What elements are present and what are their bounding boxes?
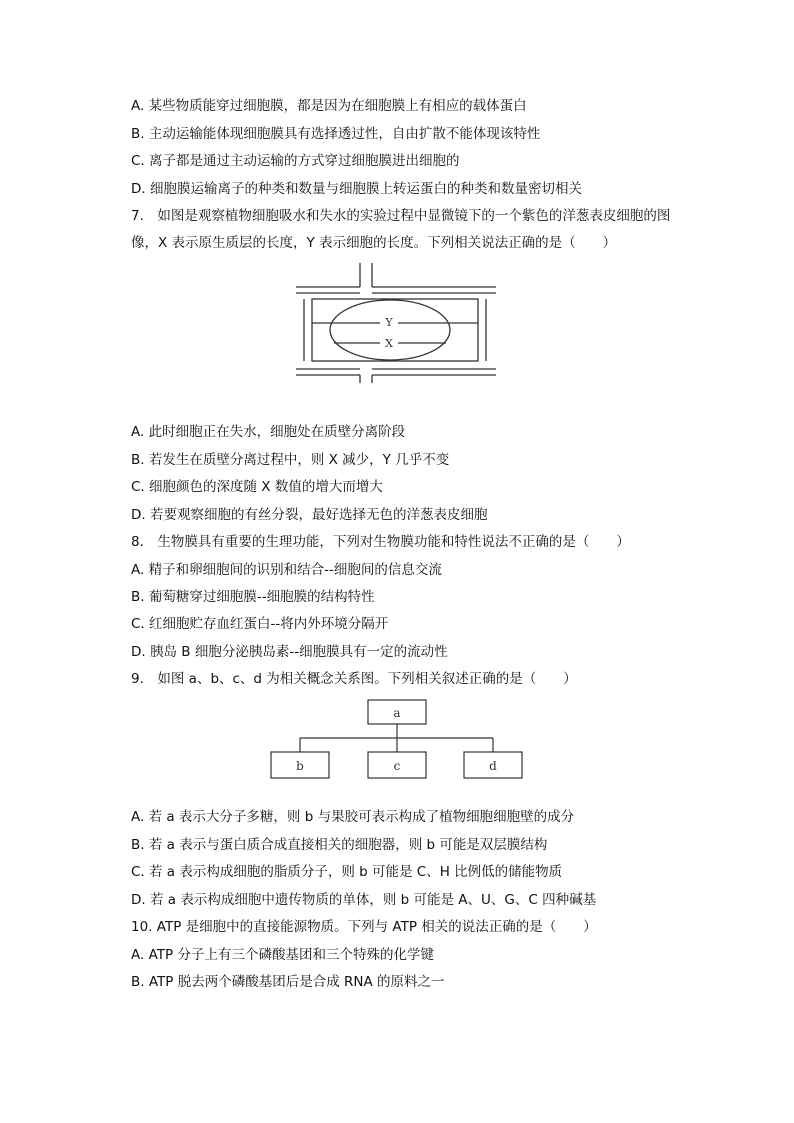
q7-option-a: A. 此时细胞正在失水，细胞处在质壁分离阶段 — [131, 424, 406, 440]
q7-option-b: B. 若发生在质壁分离过程中，则 X 减少，Y 几乎不变 — [131, 452, 450, 468]
label-x: X — [385, 337, 393, 350]
q7-stem-line2: 像，X 表示原生质层的长度，Y 表示细胞的长度。下列相关说法正确的是（ ） — [131, 235, 617, 251]
q7-cell-figure — [290, 263, 500, 383]
label-d: d — [489, 759, 497, 773]
q8-option-d: D. 胰岛 B 细胞分泌胰岛素--细胞膜具有一定的流动性 — [131, 644, 448, 660]
q10-option-a: A. ATP 分子上有三个磷酸基团和三个特殊的化学键 — [131, 947, 434, 963]
q6-option-b: B. 主动运输能体现细胞膜具有选择透过性，自由扩散不能体现该特性 — [131, 126, 541, 142]
q10-stem: 10. ATP 是细胞中的直接能源物质。下列与 ATP 相关的说法正确的是（ ） — [131, 919, 597, 935]
q9-option-a: A. 若 a 表示大分子多糖，则 b 与果胶可表示构成了植物细胞细胞壁的成分 — [131, 809, 575, 825]
q7-option-c: C. 细胞颜色的深度随 X 数值的增大而增大 — [131, 479, 383, 495]
q6-option-d: D. 细胞膜运输离子的种类和数量与细胞膜上转运蛋白的种类和数量密切相关 — [131, 181, 582, 197]
q9-option-d: D. 若 a 表示构成细胞中遗传物质的单体，则 b 可能是 A、U、G、C 四种碱基 — [131, 892, 597, 908]
label-b: b — [296, 759, 304, 773]
label-y: Y — [385, 316, 393, 329]
q8-option-a: A. 精子和卵细胞间的识别和结合--细胞间的信息交流 — [131, 562, 442, 578]
q7-option-d: D. 若要观察细胞的有丝分裂，最好选择无色的洋葱表皮细胞 — [131, 507, 488, 523]
q6-option-a: A. 某些物质能穿过细胞膜，都是因为在细胞膜上有相应的载体蛋白 — [131, 98, 527, 114]
q9-stem: 9. 如图 a、b、c、d 为相关概念关系图。下列相关叙述正确的是（ ） — [131, 671, 577, 687]
q9-option-b: B. 若 a 表示与蛋白质合成直接相关的细胞器，则 b 可能是双层膜结构 — [131, 837, 548, 853]
q10-option-b: B. ATP 脱去两个磷酸基团后是合成 RNA 的原料之一 — [131, 974, 445, 990]
label-a: a — [393, 706, 401, 720]
q8-option-c: C. 红细胞贮存血红蛋白--将内外环境分隔开 — [131, 616, 389, 632]
q9-option-c: C. 若 a 表示构成细胞的脂质分子，则 b 可能是 C、H 比例低的储能物质 — [131, 864, 563, 880]
q8-stem: 8. 生物膜具有重要的生理功能，下列对生物膜功能和特性说法不正确的是（ ） — [131, 534, 630, 550]
label-c: c — [393, 759, 401, 773]
q7-stem-line1: 7. 如图是观察植物细胞吸水和失水的实验过程中显微镜下的一个紫色的洋葱表皮细胞的图 — [131, 208, 671, 224]
q9-concept-diagram — [265, 698, 530, 784]
q6-option-c: C. 离子都是通过主动运输的方式穿过细胞膜进出细胞的 — [131, 153, 460, 169]
q8-option-b: B. 葡萄糖穿过细胞膜--细胞膜的结构特性 — [131, 589, 375, 605]
